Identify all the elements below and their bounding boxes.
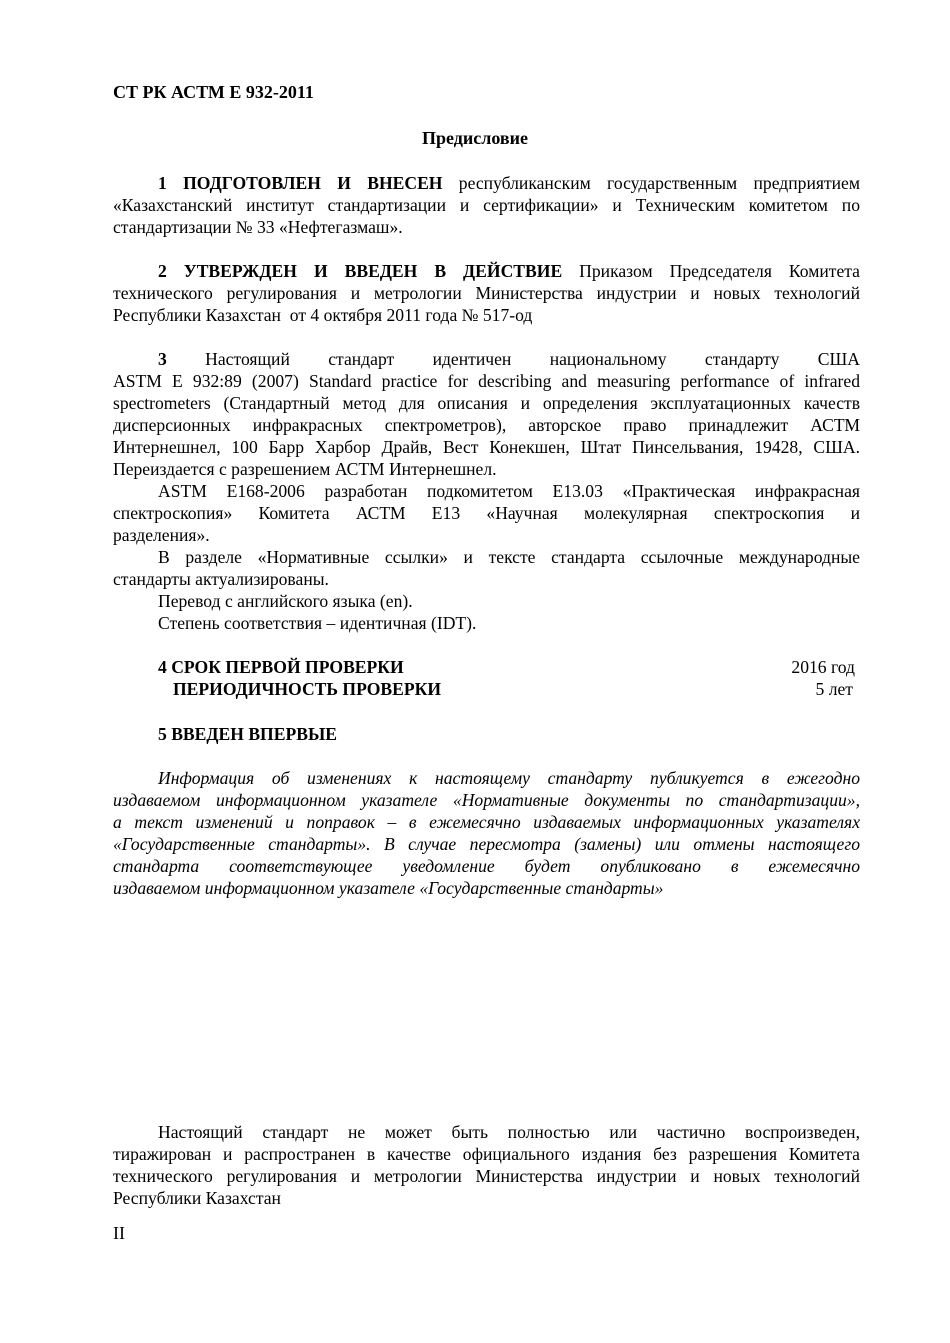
- paragraph-3-line-2: ASTM E 932:89 (2007) Standard practice for describing and measuring performance of infrared: [113, 371, 860, 391]
- changes-info-line-6: издаваемом информационном указателе «Государственные стандарты»: [113, 878, 664, 898]
- copyright-line-3: технического регулирования и метрологии Министерства индустрии и новых технологий: [113, 1166, 860, 1186]
- paragraph-3b-line-3: разделения».: [113, 525, 210, 545]
- review-interval-value: 5 лет: [815, 679, 853, 699]
- changes-info-line-5: стандарта соответствующее уведомление будет опубликовано в ежемесячно: [113, 856, 860, 876]
- paragraph-3c-line-1: В разделе «Нормативные ссылки» и тексте стандарта ссылочные международные: [158, 547, 860, 567]
- changes-info: [113, 767, 860, 899]
- paragraph-1-line-3: стандартизации № 33 «Нефтегазмаш».: [113, 217, 403, 237]
- paragraph-3c-line-2: стандарты актуализированы.: [113, 569, 329, 589]
- copyright-line-1: Настоящий стандарт не может быть полностью или частично воспроизведен,: [158, 1122, 860, 1142]
- paragraph-3-number: 3: [158, 349, 167, 369]
- first-review-value: 2016 год: [791, 657, 855, 677]
- paragraph-3b-line-1: ASTM E168-2006 разработан подкомитетом E13.03 «Практическая инфракрасная: [158, 481, 860, 501]
- copyright-line-2: тиражирован и распространен в качестве официального издания без разрешения Комитета: [113, 1144, 860, 1164]
- conformity-note: Степень соответствия – идентичная (IDT).: [158, 613, 477, 633]
- paragraph-2-heading: 2 УТВЕРЖДЕН И ВВЕДЕН В ДЕЙСТВИЕ: [158, 261, 563, 281]
- changes-info-line-3: а текст изменений и поправок – в ежемесячно издаваемых информационных указателях: [113, 812, 860, 832]
- paragraph-2-line-2: технического регулирования и метрологии Министерства индустрии и новых технологий: [113, 283, 860, 303]
- first-review-row: [158, 656, 855, 678]
- changes-info-line-4: «Государственные стандарты». В случае пересмотра (замены) или отмены настоящего: [113, 834, 860, 854]
- paragraph-1-heading: 1 ПОДГОТОВЛЕН И ВНЕСЕН: [158, 173, 443, 193]
- paragraph-3-line-3: spectrometers (Стандартный метод для описания и определения эксплуатационных качеств: [113, 393, 860, 413]
- paragraph-3-line-6: Переиздается с разрешением АСТМ Интернешнел.: [113, 459, 497, 479]
- paragraph-3-line-1: 3 Настоящий стандарт идентичен национальному стандарту США: [158, 349, 860, 369]
- paragraph-5: [113, 723, 860, 745]
- paragraph-2: [113, 260, 860, 326]
- paragraph-1: [113, 172, 860, 238]
- page-number: II: [113, 1223, 125, 1243]
- document-header: СТ РК АСТМ Е 932-2011: [113, 82, 314, 102]
- review-interval-row: [173, 678, 853, 700]
- introduced-first: 5 ВВЕДЕН ВПЕРВЫЕ: [158, 724, 337, 744]
- translation-note: Перевод с английского языка (en).: [158, 591, 413, 611]
- changes-info-line-1: Информация об изменениях к настоящему стандарту публикуется в ежегодно: [158, 768, 860, 788]
- paragraph-2-line-3: Республики Казахстан от 4 октября 2011 года № 517-од: [113, 305, 533, 325]
- review-interval-label: ПЕРИОДИЧНОСТЬ ПРОВЕРКИ: [173, 679, 442, 699]
- paragraph-1-line-2: «Казахстанский институт стандартизации и сертификации» и Техническим комитетом по: [113, 195, 860, 215]
- paragraph-3-line-4: дисперсионных инфракрасных спектрометров), авторское право принадлежит АСТМ: [113, 415, 860, 435]
- copyright-notice: [113, 1121, 860, 1209]
- changes-info-line-2: издаваемом информационном указателе «Нормативные документы по стандартизации»,: [113, 790, 860, 810]
- first-review-label: 4 СРОК ПЕРВОЙ ПРОВЕРКИ: [158, 657, 404, 677]
- copyright-line-4: Республики Казахстан: [113, 1188, 281, 1208]
- paragraph-1-line-1: 1 ПОДГОТОВЛЕН И ВНЕСЕН республиканским государственным предприятием: [158, 173, 860, 193]
- paragraph-3: [113, 348, 860, 634]
- paragraph-2-line-1: 2 УТВЕРЖДЕН И ВВЕДЕН В ДЕЙСТВИЕ Приказом Председателя Комитета: [158, 261, 860, 281]
- paragraph-3b-line-2: спектроскопия» Комитета АСТМ Е13 «Научная молекулярная спектроскопия и: [113, 503, 860, 523]
- page-title: Предисловие: [422, 128, 528, 148]
- paragraph-3-line-5: Интернешнел, 100 Барр Харбор Драйв, Вест Конекшен, Штат Пинсельвания, 19428, США.: [113, 437, 860, 457]
